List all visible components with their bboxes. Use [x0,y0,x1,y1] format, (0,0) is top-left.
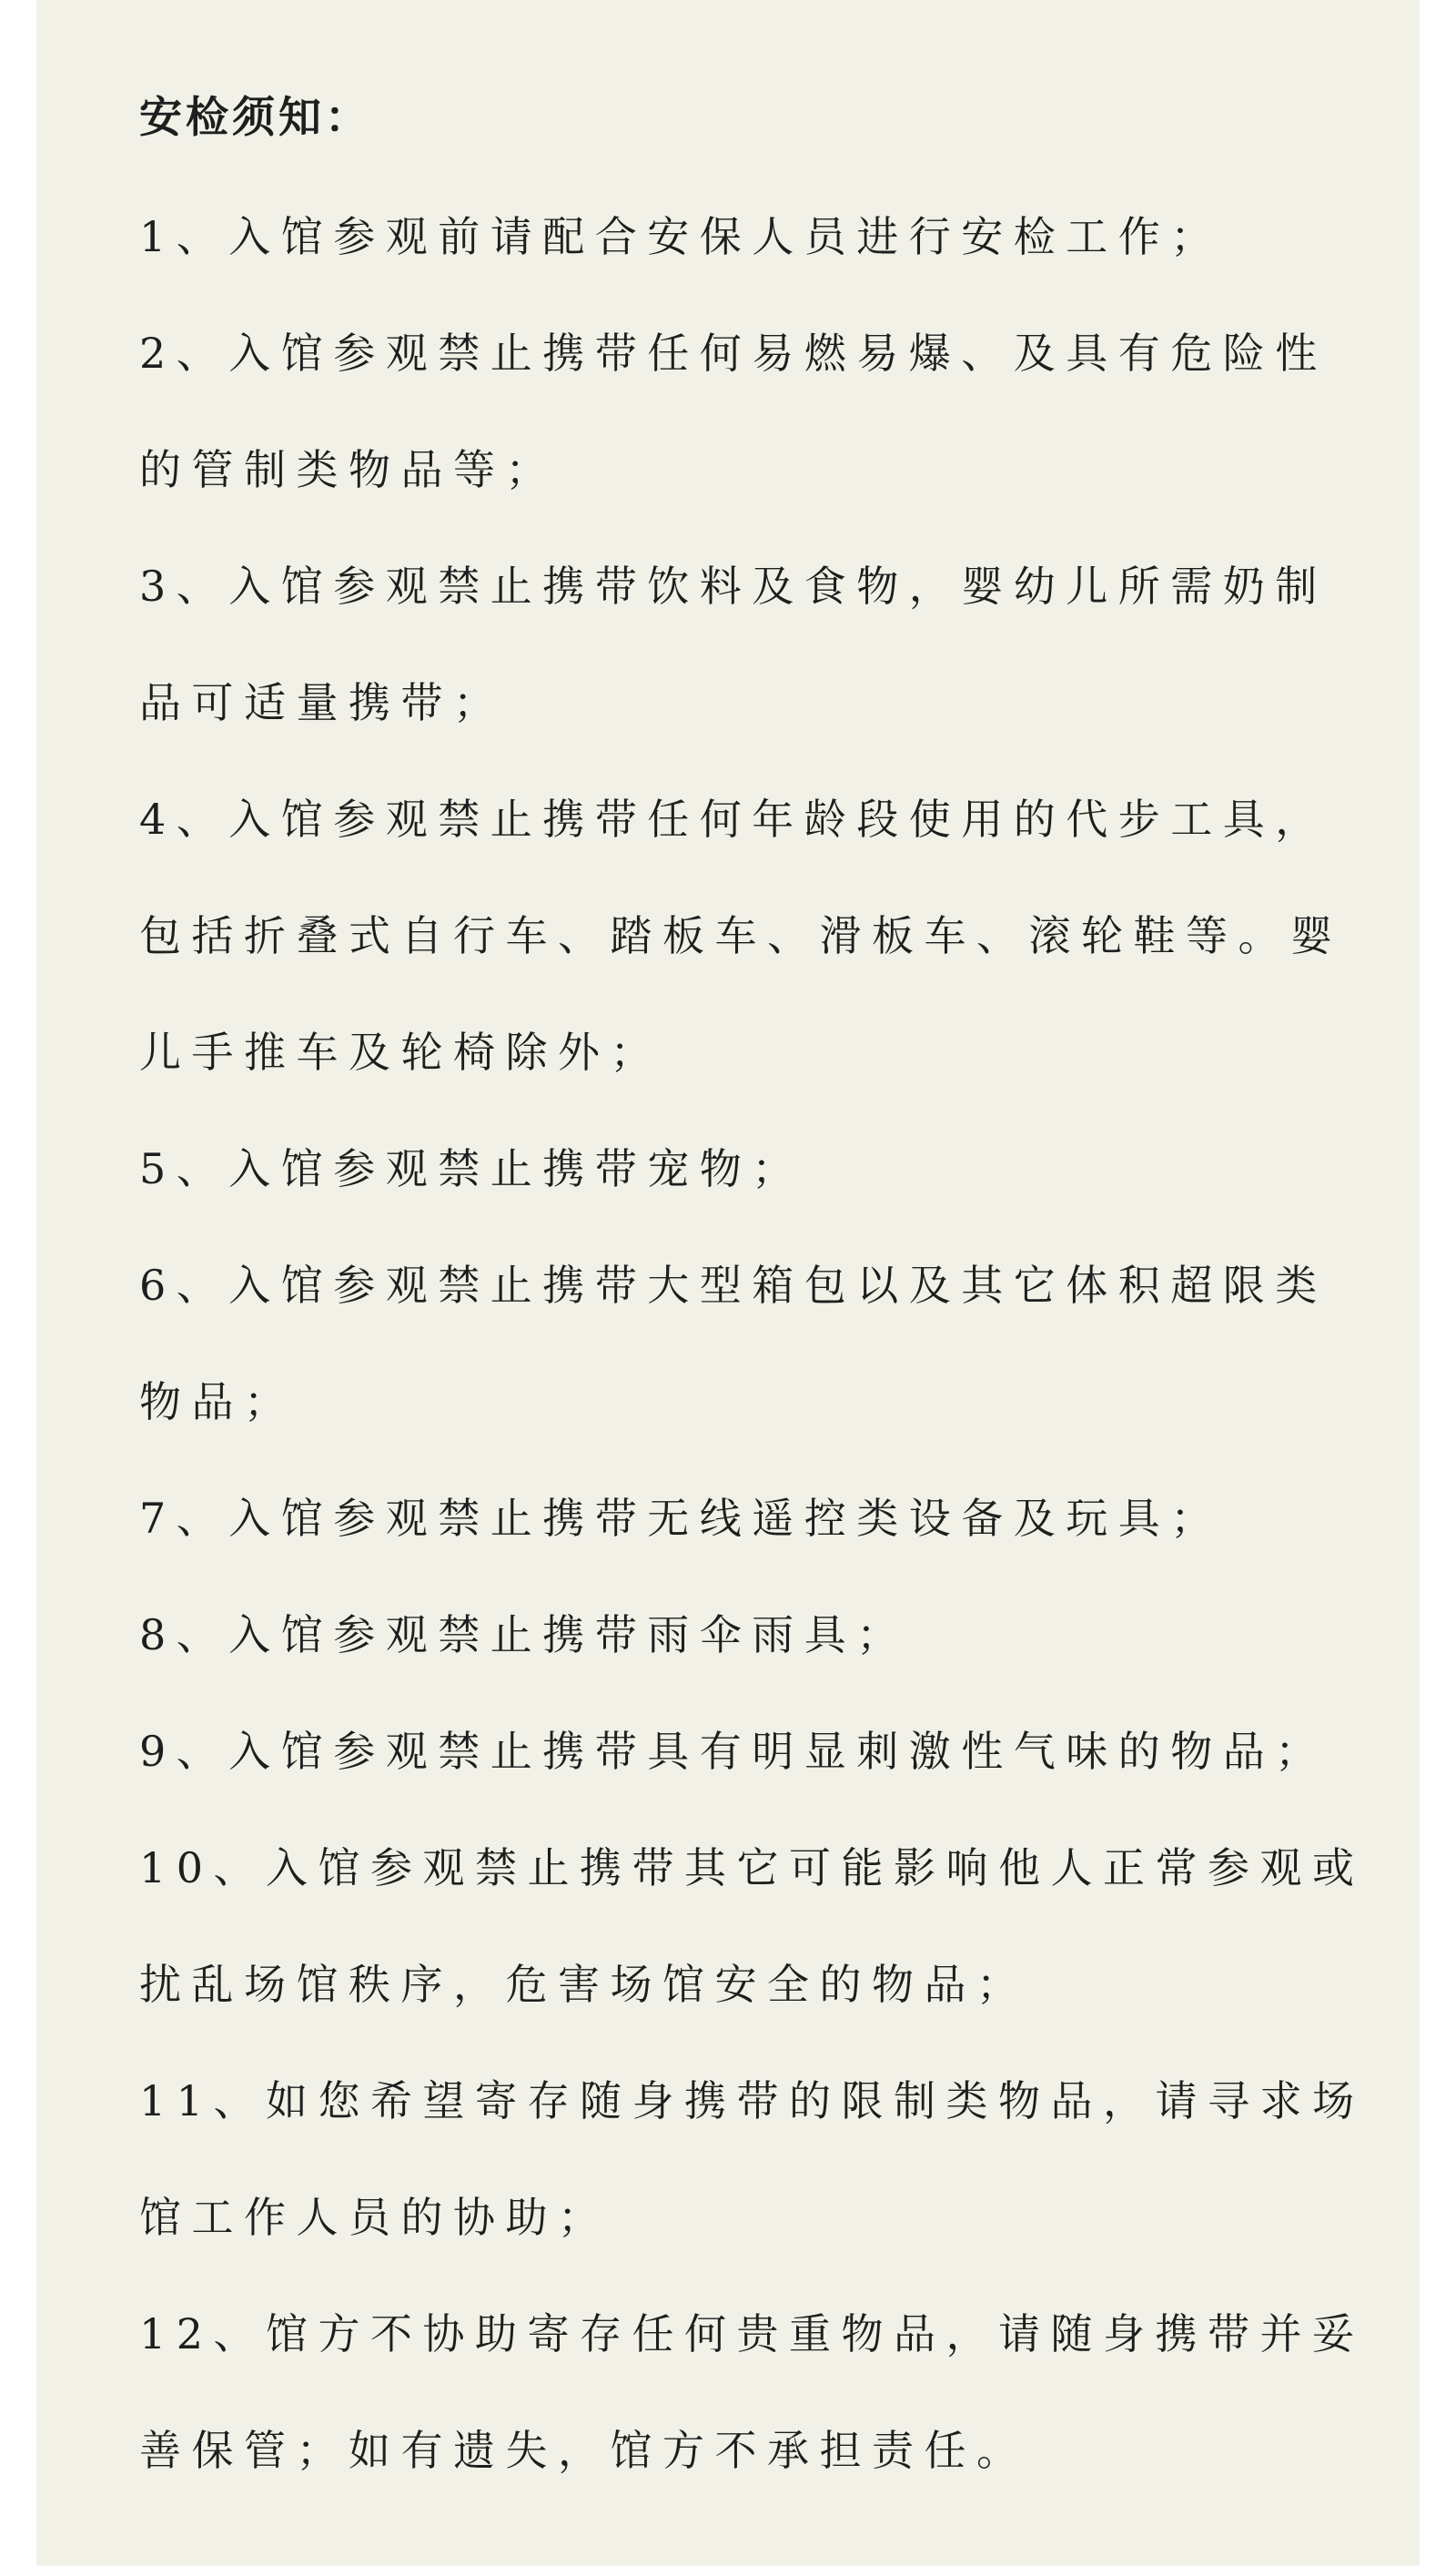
rule-item [139,1111,1365,1227]
rule-line: 6、入馆参观禁止携带大型箱包以及其它体积超限类 [139,1261,1328,1310]
rule-line: 包括折叠式自行车、踏板车、滑板车、滚轮鞋等。婴 [139,911,1343,960]
rule-line: 10、入馆参观禁止携带其它可能影响他人正常参观或 [139,1843,1365,1892]
rule-item [139,1810,1365,2043]
rule-line: 品可适量携带； [139,678,506,727]
rule-line: 12、馆方不协助寄存任何贵重物品，请随身携带并妥 [139,2309,1365,2358]
rule-item [139,1227,1365,1460]
rule-item [139,2276,1365,2509]
rule-item [139,1460,1365,1577]
rule-line: 4、入馆参观禁止携带任何年龄段使用的代步工具， [139,795,1328,844]
rule-item [139,1693,1365,1810]
rule-line: 8、入馆参观禁止携带雨伞雨具； [139,1610,909,1659]
notice-panel [36,0,1420,2566]
rule-item [139,761,1365,1111]
rule-line: 馆工作人员的协助； [139,2193,611,2242]
rule-item [139,178,1365,295]
notice-title: 安检须知： [139,93,371,143]
rule-line: 物品； [139,1377,297,1426]
rule-line: 5、入馆参观禁止携带宠物； [139,1144,804,1193]
rule-line: 善保管；如有遗失，馆方不承担责任。 [139,2426,1029,2475]
rule-line: 2、入馆参观禁止携带任何易燃易爆、及具有危险性 [139,329,1328,378]
rule-item [139,295,1365,528]
rules-list [139,178,1365,2509]
rule-line: 扰乱场馆秩序，危害场馆安全的物品； [139,1960,1029,2009]
rule-item [139,1577,1365,1693]
rule-line: 的管制类物品等； [139,445,558,494]
rule-item [139,528,1365,761]
rule-line: 9、入馆参观禁止携带具有明显刺激性气味的物品； [139,1727,1328,1776]
rule-item [139,2043,1365,2276]
rule-line: 1、入馆参观前请配合安保人员进行安检工作； [139,212,1223,261]
rule-line: 儿手推车及轮椅除外； [139,1028,662,1077]
rule-line: 3、入馆参观禁止携带饮料及食物，婴幼儿所需奶制 [139,562,1328,611]
rule-line: 7、入馆参观禁止携带无线遥控类设备及玩具； [139,1494,1223,1543]
rule-line: 11、如您希望寄存随身携带的限制类物品，请寻求场 [139,2076,1365,2125]
